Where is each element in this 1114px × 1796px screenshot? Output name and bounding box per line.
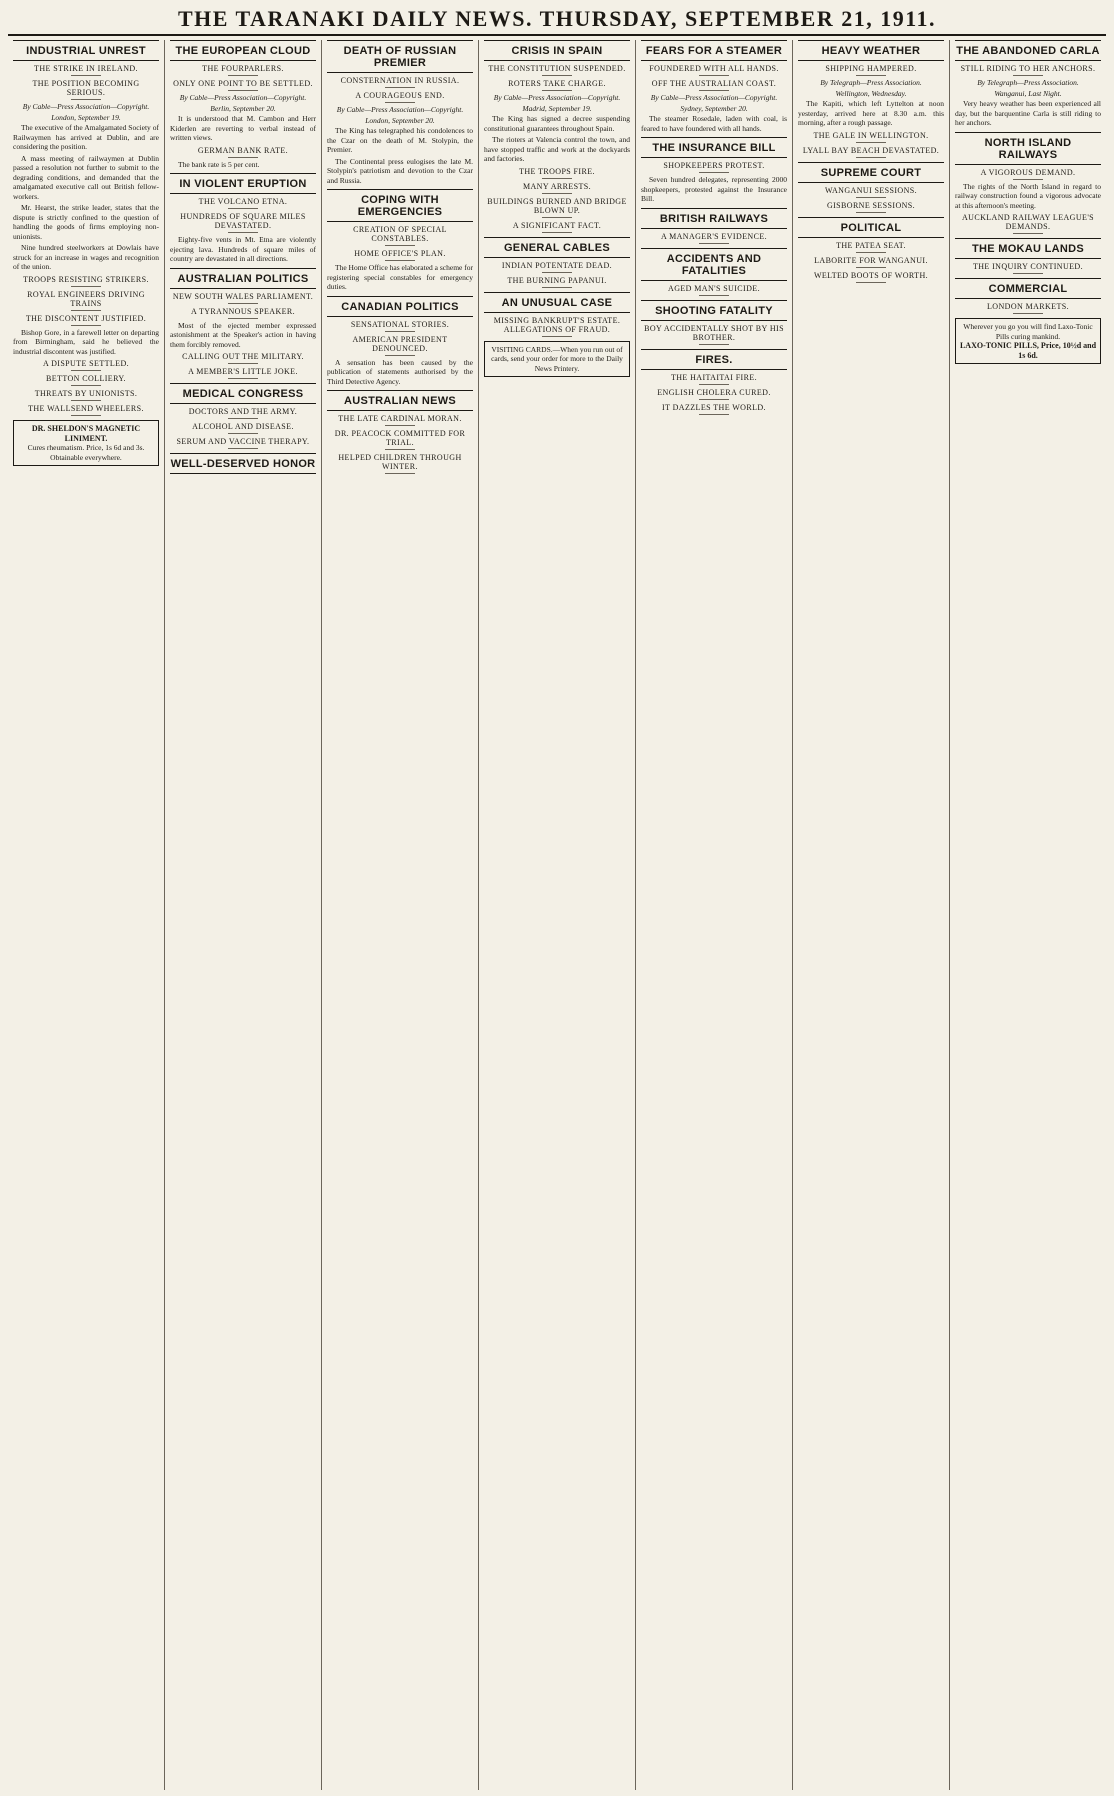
subheading: CREATION OF SPECIAL CONSTABLES. [327, 225, 473, 246]
article-paragraph: Eighty-five vents in Mt. Etna are violently ejecting lava. Hundreds of square miles of country are devastated in all directions. [170, 235, 316, 263]
subheading: A MANAGER'S EVIDENCE. [641, 232, 787, 244]
subheading: ONLY ONE POINT TO BE SETTLED. [170, 79, 316, 91]
advertisement-title: LAXO-TONIC PILLS, Price, 10½d and 1s 6d. [959, 341, 1097, 360]
credit-line: By Telegraph—Press Association. [820, 78, 922, 87]
column-headline: FEARS FOR A STEAMER [641, 40, 787, 61]
column-1 [8, 40, 164, 1790]
section-headline: BRITISH RAILWAYS [641, 208, 787, 229]
subheading: FOUNDERED WITH ALL HANDS. [641, 64, 787, 76]
subheading: GERMAN BANK RATE. [170, 146, 316, 158]
dateline: Wellington, Wednesday. [835, 88, 907, 98]
dateline: Sydney, September 20. [680, 103, 748, 113]
column-3 [321, 40, 478, 1790]
column-6 [792, 40, 949, 1790]
subheading: SERUM AND VACCINE THERAPY. [170, 437, 316, 449]
subheading: THE INQUIRY CONTINUED. [955, 262, 1101, 274]
subheading: CALLING OUT THE MILITARY. [170, 352, 316, 364]
subheading: A MEMBER'S LITTLE JOKE. [170, 367, 316, 379]
column-headline: INDUSTRIAL UNREST [13, 40, 159, 61]
advertisement [955, 318, 1101, 364]
subheading: THE TROOPS FIRE. [484, 167, 630, 179]
subheading: MANY ARRESTS. [484, 182, 630, 194]
subheading: THE POSITION BECOMING SERIOUS. [13, 79, 159, 100]
subheading: A TYRANNOUS SPEAKER. [170, 307, 316, 319]
subheading: HUNDREDS OF SQUARE MILES DEVASTATED. [170, 212, 316, 233]
advertisement [484, 341, 630, 378]
subheading: AMERICAN PRESIDENT DENOUNCED. [327, 335, 473, 356]
column-7 [949, 40, 1106, 1790]
subheading: BUILDINGS BURNED AND BRIDGE BLOWN UP. [484, 197, 630, 218]
section-headline: CANADIAN POLITICS [327, 296, 473, 317]
subheading: LONDON MARKETS. [955, 302, 1101, 314]
subheading: HOME OFFICE'S PLAN. [327, 249, 473, 261]
subheading: ENGLISH CHOLERA CURED. [641, 388, 787, 400]
article-paragraph: A sensation has been caused by the publication of statements authorised by the Third Detective Agency. [327, 357, 473, 386]
subheading: THE WALLSEND WHEELERS. [13, 404, 159, 416]
subheading: LYALL BAY BEACH DEVASTATED. [798, 146, 944, 158]
article-paragraph: The executive of the Amalgamated Society of Railwaymen has arrived at Dublin, and are considering the position. [13, 123, 159, 151]
article-paragraph: The King has signed a decree suspending constitutional guarantees throughout Spain. [484, 114, 630, 133]
column-headline: THE ABANDONED CARLA [955, 40, 1101, 61]
section-headline: THE MOKAU LANDS [955, 238, 1101, 259]
subheading: TROOPS RESISTING STRIKERS. [13, 275, 159, 287]
subheading: WANGANUI SESSIONS. [798, 186, 944, 198]
subheading: DOCTORS AND THE ARMY. [170, 407, 316, 419]
advertisement-text: Cures rheumatism. Price, 1s 6d and 3s. Obtainable everywhere. [27, 443, 145, 462]
section-headline: MEDICAL CONGRESS [170, 383, 316, 404]
subheading: THE FOURPARLERS. [170, 64, 316, 76]
subheading: ROYAL ENGINEERS DRIVING TRAINS [13, 290, 159, 311]
dateline: London, September 20. [365, 115, 435, 125]
subheading: AGED MAN'S SUICIDE. [641, 284, 787, 296]
subheading: HELPED CHILDREN THROUGH WINTER. [327, 453, 473, 474]
subheading: INDIAN POTENTATE DEAD. [484, 261, 630, 273]
column-5 [635, 40, 792, 1790]
subheading: AUCKLAND RAILWAY LEAGUE'S DEMANDS. [955, 213, 1101, 234]
section-headline: WELL-DESERVED HONOR [170, 453, 316, 474]
section-headline: COPING WITH EMERGENCIES [327, 189, 473, 222]
subheading: THE GALE IN WELLINGTON. [798, 131, 944, 143]
section-headline: NORTH ISLAND RAILWAYS [955, 132, 1101, 165]
subheading: THE CONSTITUTION SUSPENDED. [484, 64, 630, 76]
subheading: SHOPKEEPERS PROTEST. [641, 161, 787, 173]
subheading: THE VOLCANO ETNA. [170, 197, 316, 209]
article-paragraph: A mass meeting of railwaymen at Dublin passed a resolution not further to submit to the degrading conditions, and demanded that the amalgamated executive call out British fellow-workers. [13, 153, 159, 201]
dateline: Wanganui, Last Night. [994, 88, 1062, 98]
dateline: London, September 19. [51, 112, 121, 122]
subheading: MISSING BANKRUPT'S ESTATE. ALLEGATIONS OF FRAUD. [484, 316, 630, 337]
article-paragraph: Mr. Hearst, the strike leader, states that the dispute is strictly confined to the question of handling the goods of firms employing non-unionists. [13, 203, 159, 241]
section-headline: SUPREME COURT [798, 162, 944, 183]
subheading: THE BURNING PAPANUI. [484, 276, 630, 288]
subheading: DR. PEACOCK COMMITTED FOR TRIAL. [327, 429, 473, 450]
article-paragraph: The steamer Rosedale, laden with coal, is feared to have foundered with all hands. [641, 114, 787, 133]
masthead: THE TARANAKI DAILY NEWS. THURSDAY, SEPTEMBER 21, 1911. [8, 6, 1106, 36]
subheading: BETTON COLLIERY. [13, 374, 159, 386]
subheading: BOY ACCIDENTALLY SHOT BY HIS BROTHER. [641, 324, 787, 345]
subheading: OFF THE AUSTRALIAN COAST. [641, 79, 787, 91]
subheading: A SIGNIFICANT FACT. [484, 221, 630, 233]
subheading: THE PATEA SEAT. [798, 241, 944, 253]
subheading: ROTERS TAKE CHARGE. [484, 79, 630, 91]
subheading: SENSATIONAL STORIES. [327, 320, 473, 332]
article-paragraph: The King has telegraphed his condolences to the Czar on the death of M. Stolypin, the Premier. [327, 126, 473, 154]
subheading: THE LATE CARDINAL MORAN. [327, 414, 473, 426]
section-headline: FIRES. [641, 349, 787, 370]
credit-line: By Cable—Press Association—Copyright. [22, 102, 150, 111]
subheading: A DISPUTE SETTLED. [13, 359, 159, 371]
section-headline: THE INSURANCE BILL [641, 137, 787, 158]
subheading: LABORITE FOR WANGANUI. [798, 256, 944, 268]
subheading: ALCOHOL AND DISEASE. [170, 422, 316, 434]
section-headline: POLITICAL [798, 217, 944, 238]
subheading: IT DAZZLES THE WORLD. [641, 403, 787, 415]
column-headline: DEATH OF RUSSIAN PREMIER [327, 40, 473, 73]
column-2 [164, 40, 321, 1790]
credit-line: By Cable—Press Association—Copyright. [650, 93, 778, 102]
columns [8, 40, 1106, 1790]
column-4 [478, 40, 635, 1790]
advertisement-text: Wherever you go you will find Laxo-Tonic Pills curing mankind. [963, 322, 1093, 341]
section-headline: SHOOTING FATALITY [641, 300, 787, 321]
article-paragraph: It is understood that M. Cambon and Herr Kiderlen are reverting to verbal instead of written views. [170, 114, 316, 142]
column-headline: HEAVY WEATHER [798, 40, 944, 61]
column-headline: CRISIS IN SPAIN [484, 40, 630, 61]
subheading: A COURAGEOUS END. [327, 91, 473, 103]
subheading: THE DISCONTENT JUSTIFIED. [13, 314, 159, 326]
credit-line: By Cable—Press Association—Copyright. [493, 93, 621, 102]
section-headline: AN UNUSUAL CASE [484, 292, 630, 313]
subheading: A VIGOROUS DEMAND. [955, 168, 1101, 180]
credit-line: By Cable—Press Association—Copyright. [179, 93, 307, 102]
article-paragraph: Nine hundred steelworkers at Dowlais have struck for an increase in wages and recognition of the union. [13, 243, 159, 271]
advertisement-title: DR. SHELDON'S MAGNETIC LINIMENT. [31, 424, 141, 443]
article-paragraph: Most of the ejected member expressed astonishment at the Speaker's action in having them forcibly removed. [170, 320, 316, 349]
article-paragraph: The bank rate is 5 per cent. [178, 159, 260, 169]
section-headline: GENERAL CABLES [484, 237, 630, 258]
section-headline: COMMERCIAL [955, 278, 1101, 299]
dateline: Madrid, September 19. [522, 103, 592, 113]
article-paragraph: The Home Office has elaborated a scheme for registering special constables for emergency duties. [327, 263, 473, 291]
credit-line: By Telegraph—Press Association. [977, 78, 1079, 87]
dateline: Berlin, September 20. [210, 103, 276, 113]
section-headline: AUSTRALIAN NEWS [327, 390, 473, 411]
section-headline: AUSTRALIAN POLITICS [170, 268, 316, 289]
article-paragraph: The Kapiti, which left Lyttelton at noon yesterday, arrived here at 8.30 a.m. this morning, after a rough passage. [798, 99, 944, 127]
article-paragraph: The rioters at Valencia control the town, and have stopped traffic and work at the dockyards and factories. [484, 135, 630, 163]
column-headline: THE EUROPEAN CLOUD [170, 40, 316, 61]
credit-line: By Cable—Press Association—Copyright. [336, 105, 464, 114]
subheading: CONSTERNATION IN RUSSIA. [327, 76, 473, 88]
subheading: NEW SOUTH WALES PARLIAMENT. [170, 292, 316, 304]
subheading: STILL RIDING TO HER ANCHORS. [955, 64, 1101, 76]
section-headline: IN VIOLENT ERUPTION [170, 173, 316, 194]
article-paragraph: The Continental press eulogises the late M. Stolypin's patriotism and devotion to the Czar and Russia. [327, 156, 473, 185]
advertisement-text: VISITING CARDS.—When you run out of cards, send your order for more to the Daily News Printery. [491, 344, 623, 373]
subheading: THE STRIKE IN IRELAND. [13, 64, 159, 76]
subheading: GISBORNE SESSIONS. [798, 201, 944, 213]
section-headline: ACCIDENTS AND FATALITIES [641, 248, 787, 281]
article-paragraph: Very heavy weather has been experienced all day, but the barquentine Carla is still riding to her anchors. [955, 99, 1101, 127]
subheading: THREATS BY UNIONISTS. [13, 389, 159, 401]
article-paragraph: The rights of the North Island in regard to railway construction found a vigorous advocate at this afternoon's meeting. [955, 181, 1101, 210]
subheading: WELTED BOOTS OF WORTH. [798, 271, 944, 283]
subheading: THE HAITAITAI FIRE. [641, 373, 787, 385]
advertisement [13, 420, 159, 466]
subheading: SHIPPING HAMPERED. [798, 64, 944, 76]
article-paragraph: Seven hundred delegates, representing 2000 shopkeepers, protested against the Insurance Bill. [641, 175, 787, 203]
article-paragraph: Bishop Gore, in a farewell letter on departing from Birmingham, said he believed the industrial discontent was justified. [13, 327, 159, 356]
